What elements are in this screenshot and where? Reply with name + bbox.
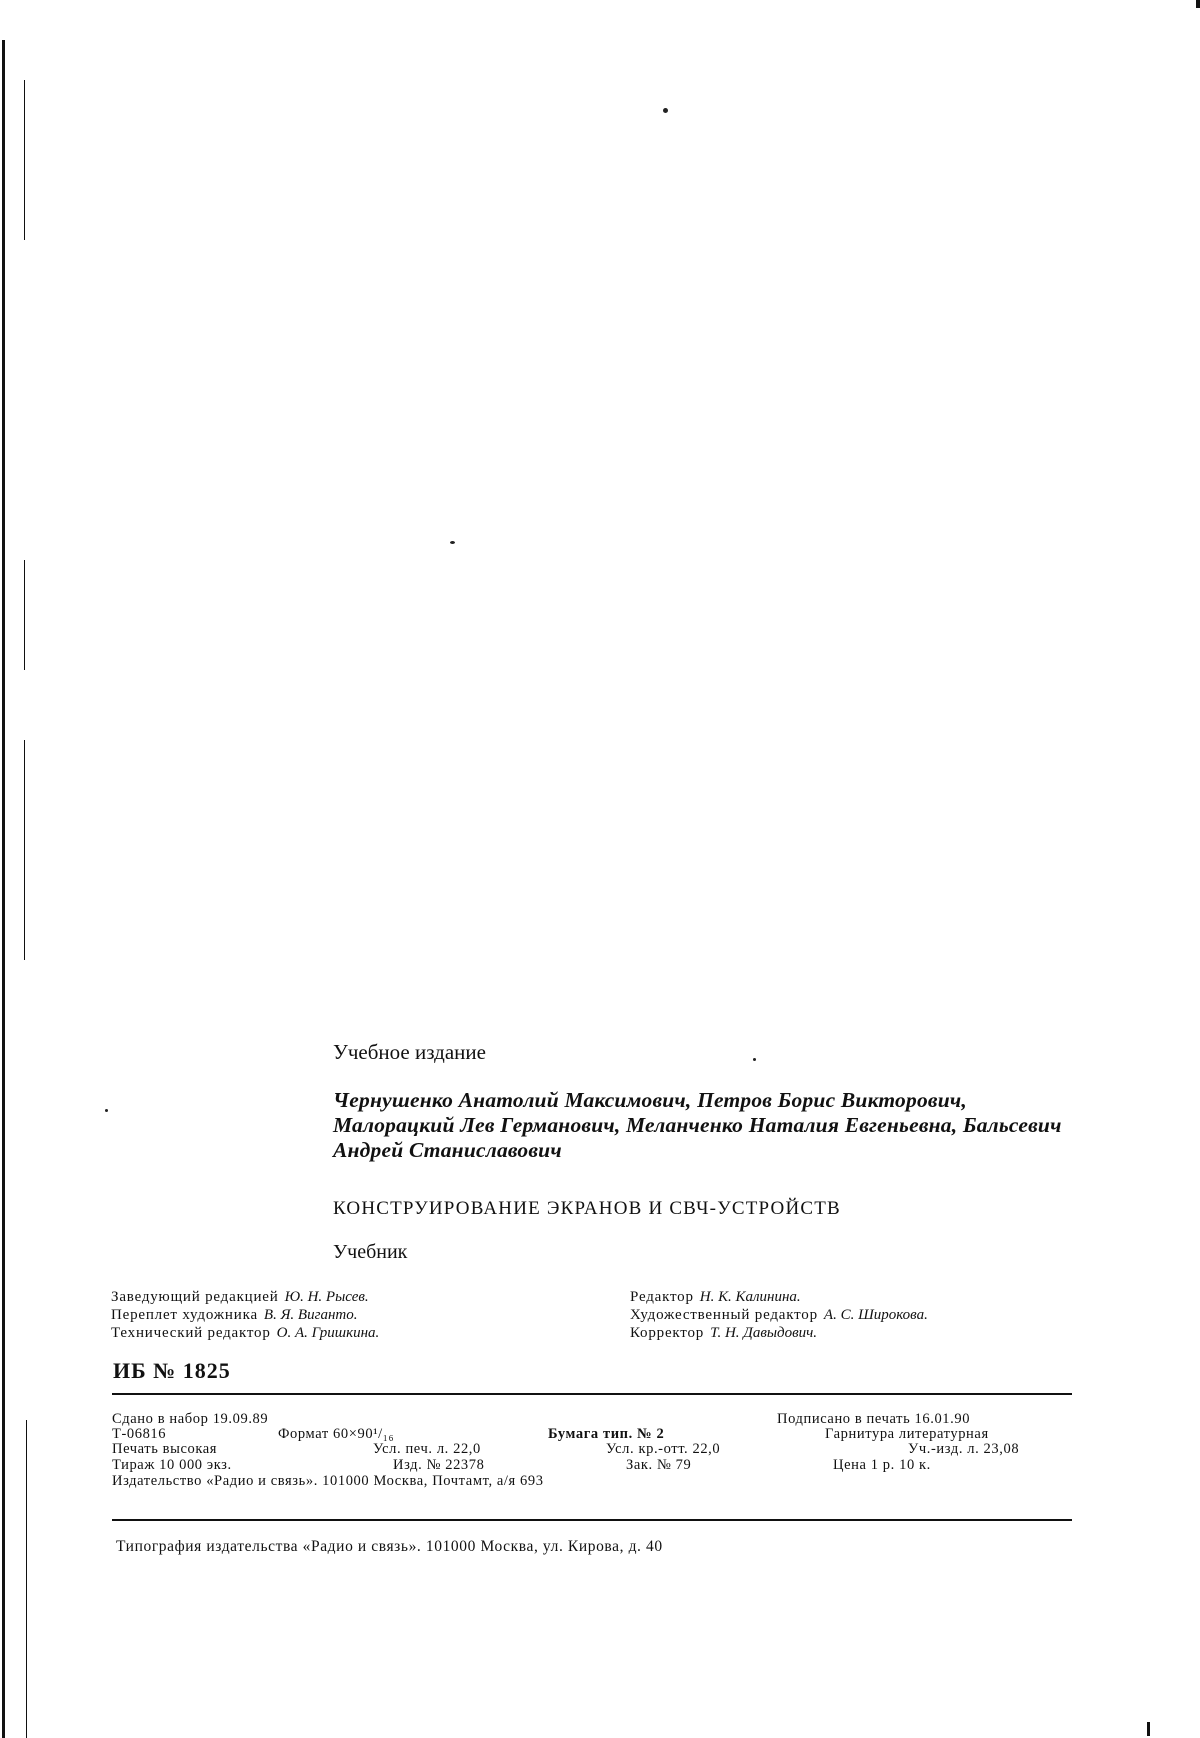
imprint-sdano: Сдано в набор 19.09.89: [112, 1411, 269, 1427]
edition-label: Учебное издание: [333, 1040, 486, 1064]
imprint-paper: Бумага тип. № 2: [548, 1426, 665, 1442]
staff-role: Корректор: [630, 1325, 705, 1341]
staff-name: А. С. Широкова.: [823, 1307, 928, 1323]
scan-edge-line: [24, 80, 25, 240]
staff-name: В. Я. Виганто.: [263, 1307, 358, 1323]
ib-number: ИБ № 1825: [113, 1358, 231, 1383]
imprint-uch-izd: Уч.-изд. л. 23,08: [908, 1441, 1020, 1457]
divider-rule: [112, 1393, 1072, 1395]
staff-row: [630, 1324, 928, 1342]
scan-edge-mark: [1147, 1722, 1150, 1736]
imprint-izd-no: Изд. № 22378: [393, 1457, 485, 1473]
staff-list-left: [111, 1288, 379, 1342]
imprint-usl-kr: Усл. кр.-отт. 22,0: [606, 1441, 721, 1457]
staff-row: [111, 1306, 379, 1324]
speck: [105, 1109, 108, 1112]
book-type: Учебник: [333, 1241, 408, 1263]
speck: [753, 1058, 756, 1061]
scan-edge-line: [24, 740, 25, 960]
imprint-format: Формат 60×90¹/₁₆: [278, 1426, 395, 1442]
staff-role: Художественный редактор: [630, 1307, 818, 1323]
imprint-publisher: Издательство «Радио и связь». 101000 Москва, Почтамт, а/я 693: [112, 1473, 544, 1489]
speck: [450, 541, 455, 544]
scan-edge-line: [24, 560, 25, 670]
staff-name: Ю. Н. Рысев.: [284, 1289, 369, 1305]
imprint-tirazh: Тираж 10 000 экз.: [112, 1457, 232, 1473]
staff-name: Т. Н. Давыдович.: [710, 1325, 818, 1341]
staff-role: Переплет художника: [111, 1307, 258, 1323]
speck: [663, 108, 668, 113]
scan-edge-line: [2, 40, 5, 1738]
staff-row: [630, 1306, 928, 1324]
staff-role: Редактор: [630, 1289, 694, 1305]
imprint-print-type: Печать высокая: [112, 1441, 218, 1457]
authors: Чернушенко Анатолий Максимович, Петров Борис Викторович, Малорацкий Лев Германович, Меланченко Наталия Евгеньевна, Бальсевич Андрей Станиславович: [333, 1088, 1062, 1162]
staff-name: Н. К. Калинина.: [699, 1289, 801, 1305]
staff-row: [630, 1288, 928, 1306]
imprint-price: Цена 1 р. 10 к.: [833, 1457, 931, 1473]
printing-house: Типография издательства «Радио и связь». 101000 Москва, ул. Кирова, д. 40: [116, 1538, 663, 1555]
scan-edge-mark: [1196, 0, 1200, 8]
staff-name: О. А. Гришкина.: [276, 1325, 380, 1341]
imprint-zak-no: Зак. № 79: [626, 1457, 692, 1473]
staff-role: Заведующий редакцией: [111, 1289, 279, 1305]
imprint-podpisano: Подписано в печать 16.01.90: [777, 1411, 971, 1427]
staff-role: Технический редактор: [111, 1325, 271, 1341]
divider-rule: [112, 1519, 1072, 1521]
staff-list-right: [630, 1288, 928, 1342]
scan-edge-line: [26, 1420, 27, 1738]
imprint-usl-pech: Усл. печ. л. 22,0: [373, 1441, 481, 1457]
staff-row: [111, 1324, 379, 1342]
book-title: КОНСТРУИРОВАНИЕ ЭКРАНОВ И СВЧ-УСТРОЙСТВ: [333, 1198, 841, 1219]
imprint-t-code: Т-06816: [112, 1426, 167, 1442]
imprint-typeface: Гарнитура литературная: [825, 1426, 989, 1442]
staff-row: [111, 1288, 379, 1306]
